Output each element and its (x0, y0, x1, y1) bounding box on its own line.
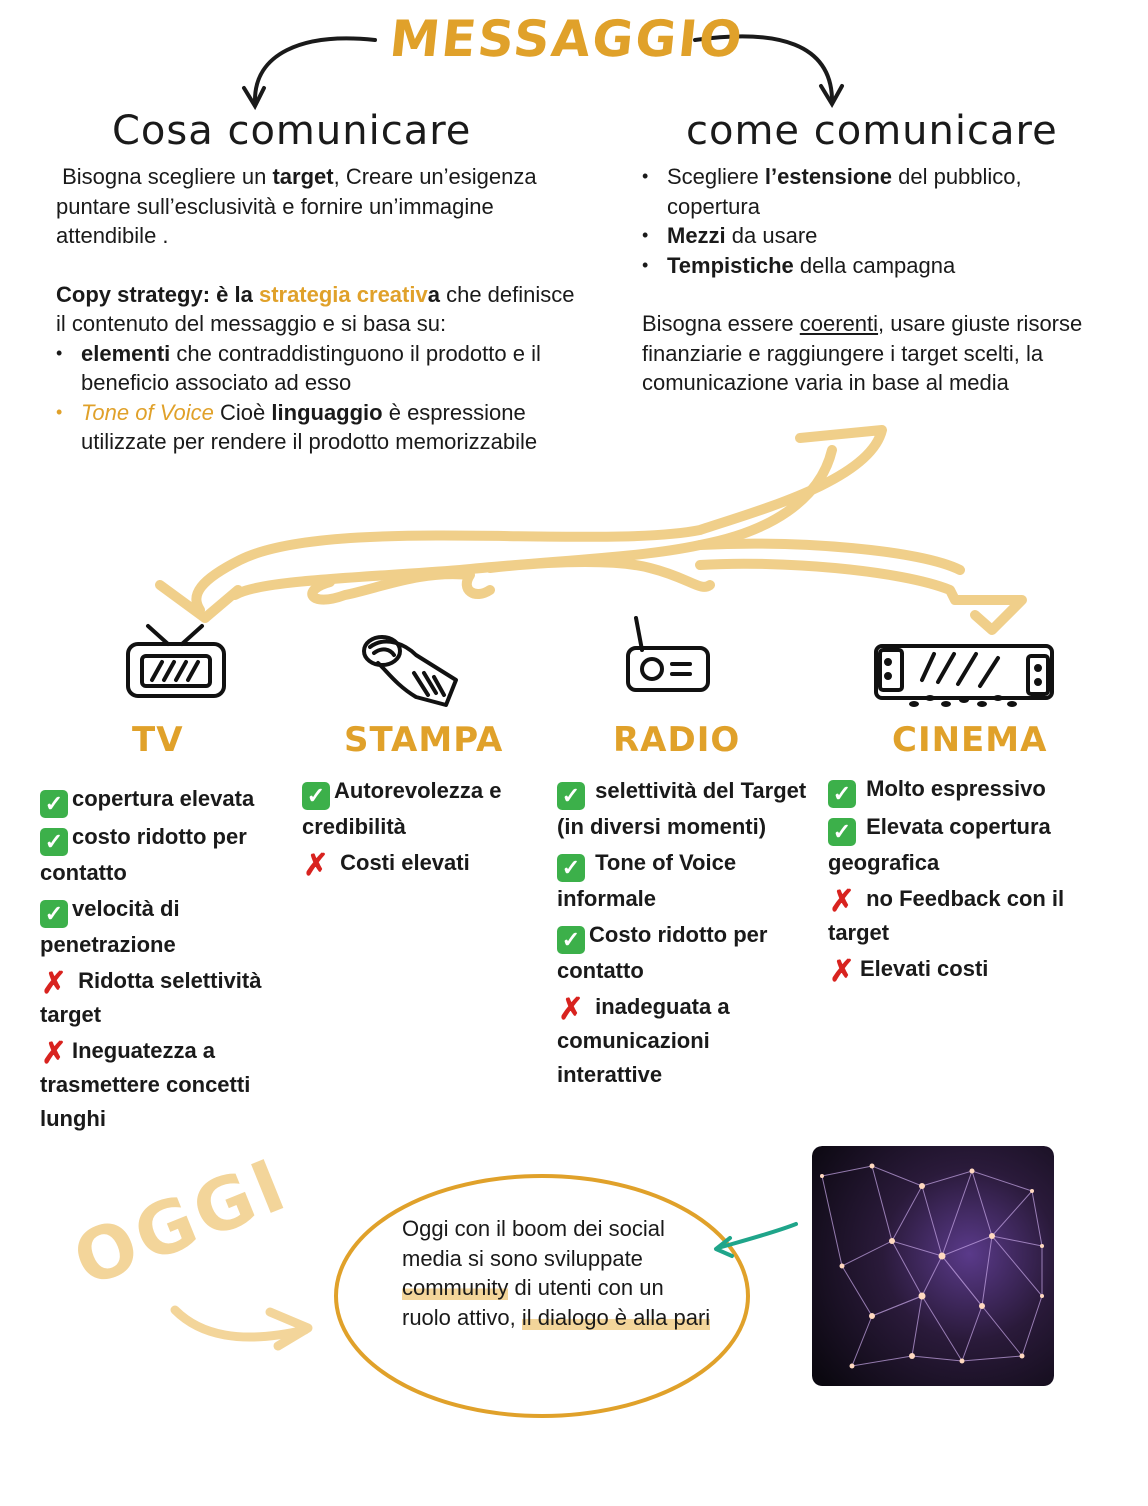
cinema-screen-icon (870, 632, 1056, 712)
media-title-radio: RADIO (613, 720, 741, 760)
list-item: ✗ Elevati costi (829, 955, 989, 988)
intro-paragraph: Bisogna scegliere un target, Creare un’esigenza puntare sull’esclusività e fornire un’immagine attendibile . (56, 164, 537, 248)
cross-icon: ✗ (41, 967, 67, 1000)
newspaper-icon (356, 625, 468, 715)
list-item: ✓ velocità di penetrazione (40, 896, 180, 957)
heading-cosa-comunicare: Cosa comunicare (112, 108, 472, 154)
branch-arrow (0, 420, 1148, 640)
left-column (56, 162, 576, 457)
media-tv (40, 720, 295, 1138)
list-item: ✓ Molto espressivo (828, 772, 1088, 808)
cross-icon: ✗ (41, 1037, 67, 1070)
list-item: ✗ inadeguata a comunicazioni interattive (557, 993, 730, 1087)
list-item: • elementi che contraddistinguono il prodotto e il beneficio associato ad esso (56, 339, 576, 398)
tv-icon (120, 622, 232, 702)
list-item: ✗ Ineguatezza a trasmettere concetti lunghi (40, 1037, 251, 1131)
check-icon: ✓ (40, 900, 68, 928)
check-icon: ✓ (557, 854, 585, 882)
teal-arrow (706, 1212, 806, 1262)
list-item: ✗ Ridotta selettività target (40, 967, 262, 1027)
media-title-tv: TV (132, 720, 184, 760)
check-icon: ✓ (40, 790, 68, 818)
right-column (642, 162, 1092, 398)
list-item: ✗ Costi elevati (303, 849, 470, 882)
list-item: ✗ no Feedback con il target (828, 885, 1065, 945)
check-icon: ✓ (302, 782, 330, 810)
copy-strategy-paragraph: Copy strategy: è la strategia creativa che definisce il contenuto del messaggio e si basa su: (56, 281, 575, 336)
list-item: ✓ Autorevolezza e credibilità (302, 778, 502, 839)
list-item: • Tone of Voice Cioè linguaggio è espressione utilizzate per rendere il prodotto memorizzabile (56, 398, 576, 457)
cross-icon: ✗ (829, 885, 855, 918)
oggi-label: OGGI (62, 1141, 300, 1303)
check-icon: ✓ (557, 926, 585, 954)
heading-come-comunicare: come comunicare (686, 108, 1058, 154)
list-item: ✓ selettività del Target (in diversi momenti) (557, 778, 807, 839)
media-cinema (828, 720, 1088, 988)
coerenza-paragraph: Bisogna essere coerenti, usare giuste risorse finanziarie e raggiungere i target scelti, la comunicazione varia in base al media (642, 311, 1083, 395)
oggi-paragraph: Oggi con il boom dei social media si sono sviluppate community di utenti con un ruolo attivo, il dialogo è alla pari (402, 1216, 711, 1330)
list-item: • Tempistiche della campagna (642, 251, 1092, 281)
list-item: ✓ Elevata copertura geografica (828, 814, 1051, 875)
media-stampa (302, 720, 542, 882)
list-item: ✓ copertura elevata (40, 782, 295, 818)
cross-icon: ✗ (303, 849, 329, 882)
list-item: • Scegliere l’estensione del pubblico, copertura (642, 162, 1092, 221)
check-icon: ✓ (40, 828, 68, 856)
cross-icon: ✗ (829, 955, 855, 988)
check-icon: ✓ (828, 818, 856, 846)
media-title-stampa: STAMPA (344, 720, 504, 760)
check-icon: ✓ (828, 780, 856, 808)
media-radio (557, 720, 807, 1094)
list-item: • Mezzi da usare (642, 221, 1092, 251)
radio-icon (620, 614, 716, 696)
list-item: ✓ Tone of Voice informale (557, 850, 737, 911)
list-item: ✓ costo ridotto per contatto (40, 824, 247, 885)
check-icon: ✓ (557, 782, 585, 810)
list-item: ✓ Costo ridotto per contatto (557, 922, 768, 983)
page-title: MESSAGGIO (386, 10, 747, 68)
network-image (812, 1146, 1054, 1386)
cross-icon: ✗ (558, 993, 584, 1026)
media-title-cinema: CINEMA (892, 720, 1048, 760)
oggi-arrow (160, 1290, 340, 1360)
